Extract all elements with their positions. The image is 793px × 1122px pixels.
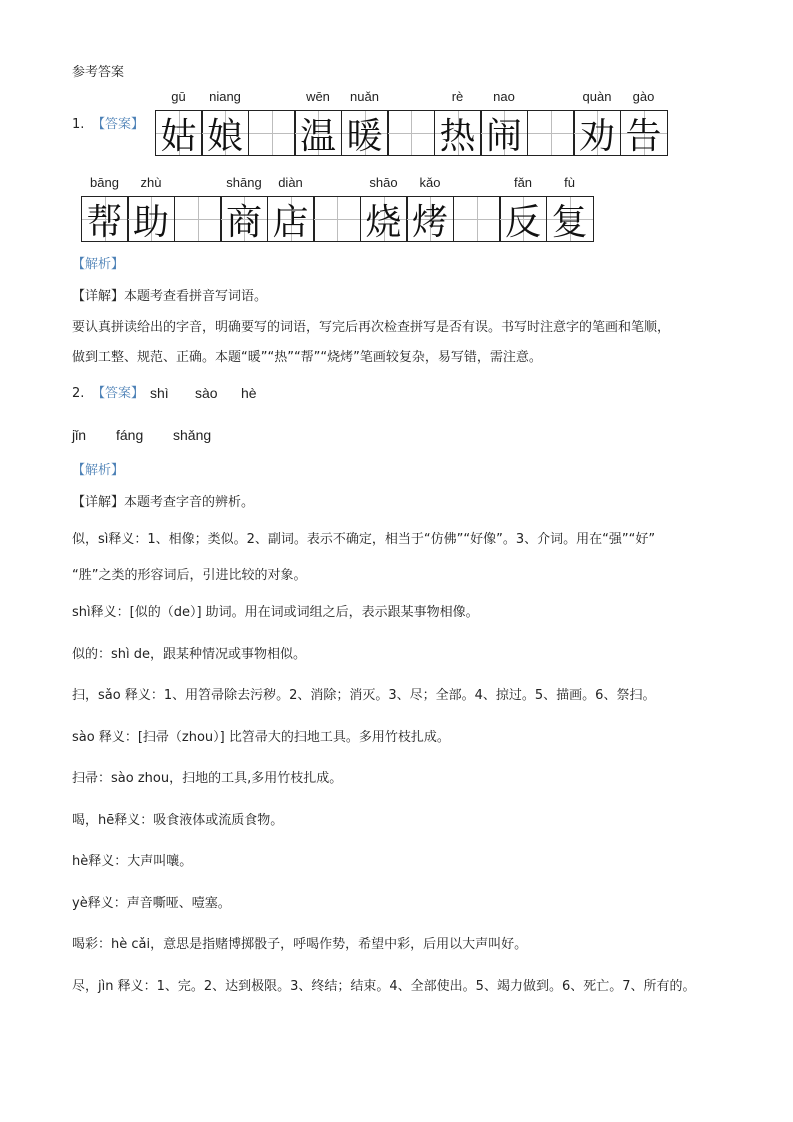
q1-body-line-1: 要认真拼读给出的字音，明确要写的词语，写完后再次检查拼写是否有误。书写时注意字的笔画和笔顺， (72, 320, 671, 335)
written-character (388, 111, 434, 155)
written-character (249, 111, 295, 155)
q1-analysis-tag: 【解析】 (72, 257, 125, 272)
q2-line: 尽，jìn 释义：1、完。2、达到极限。3、终结；结束。4、全部使出。5、竭力做到。6、死亡。7、所有的。 (72, 979, 696, 994)
q2-line: 喝彩：hè cǎi，意思是指赌博掷骰子，呼喝作势，希望中彩，后用以大声叫好。 (72, 937, 528, 952)
q2-line: 似，sì释义：1、相像；类似。2、副词。表示不确定，相当于“仿佛”“好像”。3、介词。用在“强”“好” (72, 532, 656, 547)
page-heading: 参考答案 (72, 65, 125, 80)
tianzige-cell (434, 89, 482, 157)
tianzige-row-2 (82, 175, 594, 243)
pinyin-label: diàn (278, 175, 303, 190)
tianzige-cell (573, 89, 621, 157)
pinyin-label: fù (564, 175, 575, 190)
written-character: 娘 (206, 115, 243, 157)
q2-answer-tag: 【答案】 (92, 386, 145, 401)
pinyin-label: wēn (306, 89, 330, 104)
q2-line: “胜”之类的形容词后，引进比较的对象。 (72, 568, 307, 583)
pinyin-label: gū (171, 89, 186, 104)
q2-line: sào 释义：[扫帚（zhou）] 比笤帚大的扫地工具。多用竹枝扎成。 (72, 730, 450, 745)
q2-line: hè释义：大声叫嚷。 (72, 854, 193, 869)
written-character: 温 (299, 115, 336, 157)
written-character: 帮 (86, 201, 123, 243)
q1-detail: 【详解】本题考查看拼音写词语。 (72, 289, 268, 304)
q2-answer-shang: shǎng (173, 427, 212, 443)
written-character (454, 197, 500, 241)
pinyin-label: gào (632, 89, 655, 104)
tianzige-cell (453, 196, 501, 242)
tianzige-cell (546, 175, 594, 243)
tianzige-row-1 (156, 89, 668, 157)
q2-answer-shi: shì (150, 385, 169, 401)
written-character: 复 (551, 201, 588, 243)
tianzige-cell (127, 175, 175, 243)
written-character: 闹 (485, 115, 522, 157)
tianzige-cell (499, 175, 547, 243)
tianzige-cell (220, 175, 268, 243)
pinyin-label: nuǎn (350, 89, 379, 104)
q2-detail: 【详解】本题考查字音的辨析。 (72, 495, 255, 510)
written-character (314, 197, 360, 241)
pinyin-label: rè (451, 89, 464, 104)
written-character: 姑 (160, 115, 197, 157)
written-character: 助 (132, 201, 169, 243)
q2-line: yè释义：声音嘶哑、噎塞。 (72, 896, 231, 911)
tianzige-cell (248, 110, 296, 156)
tianzige-cell (406, 175, 454, 243)
tianzige-cell (620, 89, 668, 157)
q2-line: 喝，hē释义：吸食液体或流质食物。 (72, 813, 284, 828)
q2-line: 扫帚：sào zhou，扫地的工具,多用竹枝扎成。 (72, 771, 343, 786)
tianzige-cell (267, 175, 315, 243)
tianzige-cell (360, 175, 408, 243)
q2-line: 扫，sǎo 释义：1、用笤帚除去污秽。2、消除；消灭。3、尽；全部。4、掠过。5、描画。6、祭扫。 (72, 688, 656, 703)
written-character: 商 (225, 201, 262, 243)
written-character: 热 (439, 115, 476, 157)
tianzige-cell (81, 175, 129, 243)
q2-answer-jin: jǐn (72, 427, 87, 443)
q2-answer-fang: fáng (116, 427, 144, 443)
written-character: 劝 (578, 115, 615, 157)
pinyin-label: niang (209, 89, 241, 104)
pinyin-label: bāng (90, 175, 119, 190)
written-character (175, 197, 221, 241)
written-character: 店 (272, 201, 309, 243)
written-character: 反 (504, 201, 541, 243)
q1-number: 1. (72, 117, 85, 132)
tianzige-cell (527, 110, 575, 156)
tianzige-cell (480, 89, 528, 157)
q2-line: shì释义：[似的（de）] 助词。用在词或词组之后，表示跟某事物相像。 (72, 605, 479, 620)
tianzige-cell (201, 89, 249, 157)
written-character: 暖 (346, 115, 383, 157)
tianzige-cell (313, 196, 361, 242)
pinyin-label: kǎo (419, 175, 441, 190)
pinyin-label: shāo (369, 175, 398, 190)
written-character: 告 (625, 115, 662, 157)
written-character: 烧 (365, 201, 402, 243)
tianzige-cell (155, 89, 203, 157)
tianzige-cell (294, 89, 342, 157)
tianzige-cell (341, 89, 389, 157)
pinyin-label: shāng (226, 175, 262, 190)
tianzige-cell (387, 110, 435, 156)
q2-line: 似的：shì de，跟某种情况或事物相似。 (72, 647, 307, 662)
written-character (528, 111, 574, 155)
written-character: 烤 (411, 201, 448, 243)
tianzige-cell (174, 196, 222, 242)
pinyin-label: zhù (140, 175, 162, 190)
q1-body-line-2: 做到工整、规范、正确。本题“暖”“热”“帮”“烧烤”笔画较复杂，易写错，需注意。 (72, 350, 542, 365)
pinyin-label: nao (493, 89, 515, 104)
q2-answer-he: hè (241, 385, 257, 401)
q2-number: 2. (72, 386, 85, 401)
q1-answer-tag: 【答案】 (92, 117, 145, 132)
pinyin-label: fǎn (513, 175, 533, 190)
pinyin-label: quàn (582, 89, 612, 104)
q2-analysis-tag: 【解析】 (72, 463, 125, 478)
q2-answer-sao: sào (195, 385, 218, 401)
